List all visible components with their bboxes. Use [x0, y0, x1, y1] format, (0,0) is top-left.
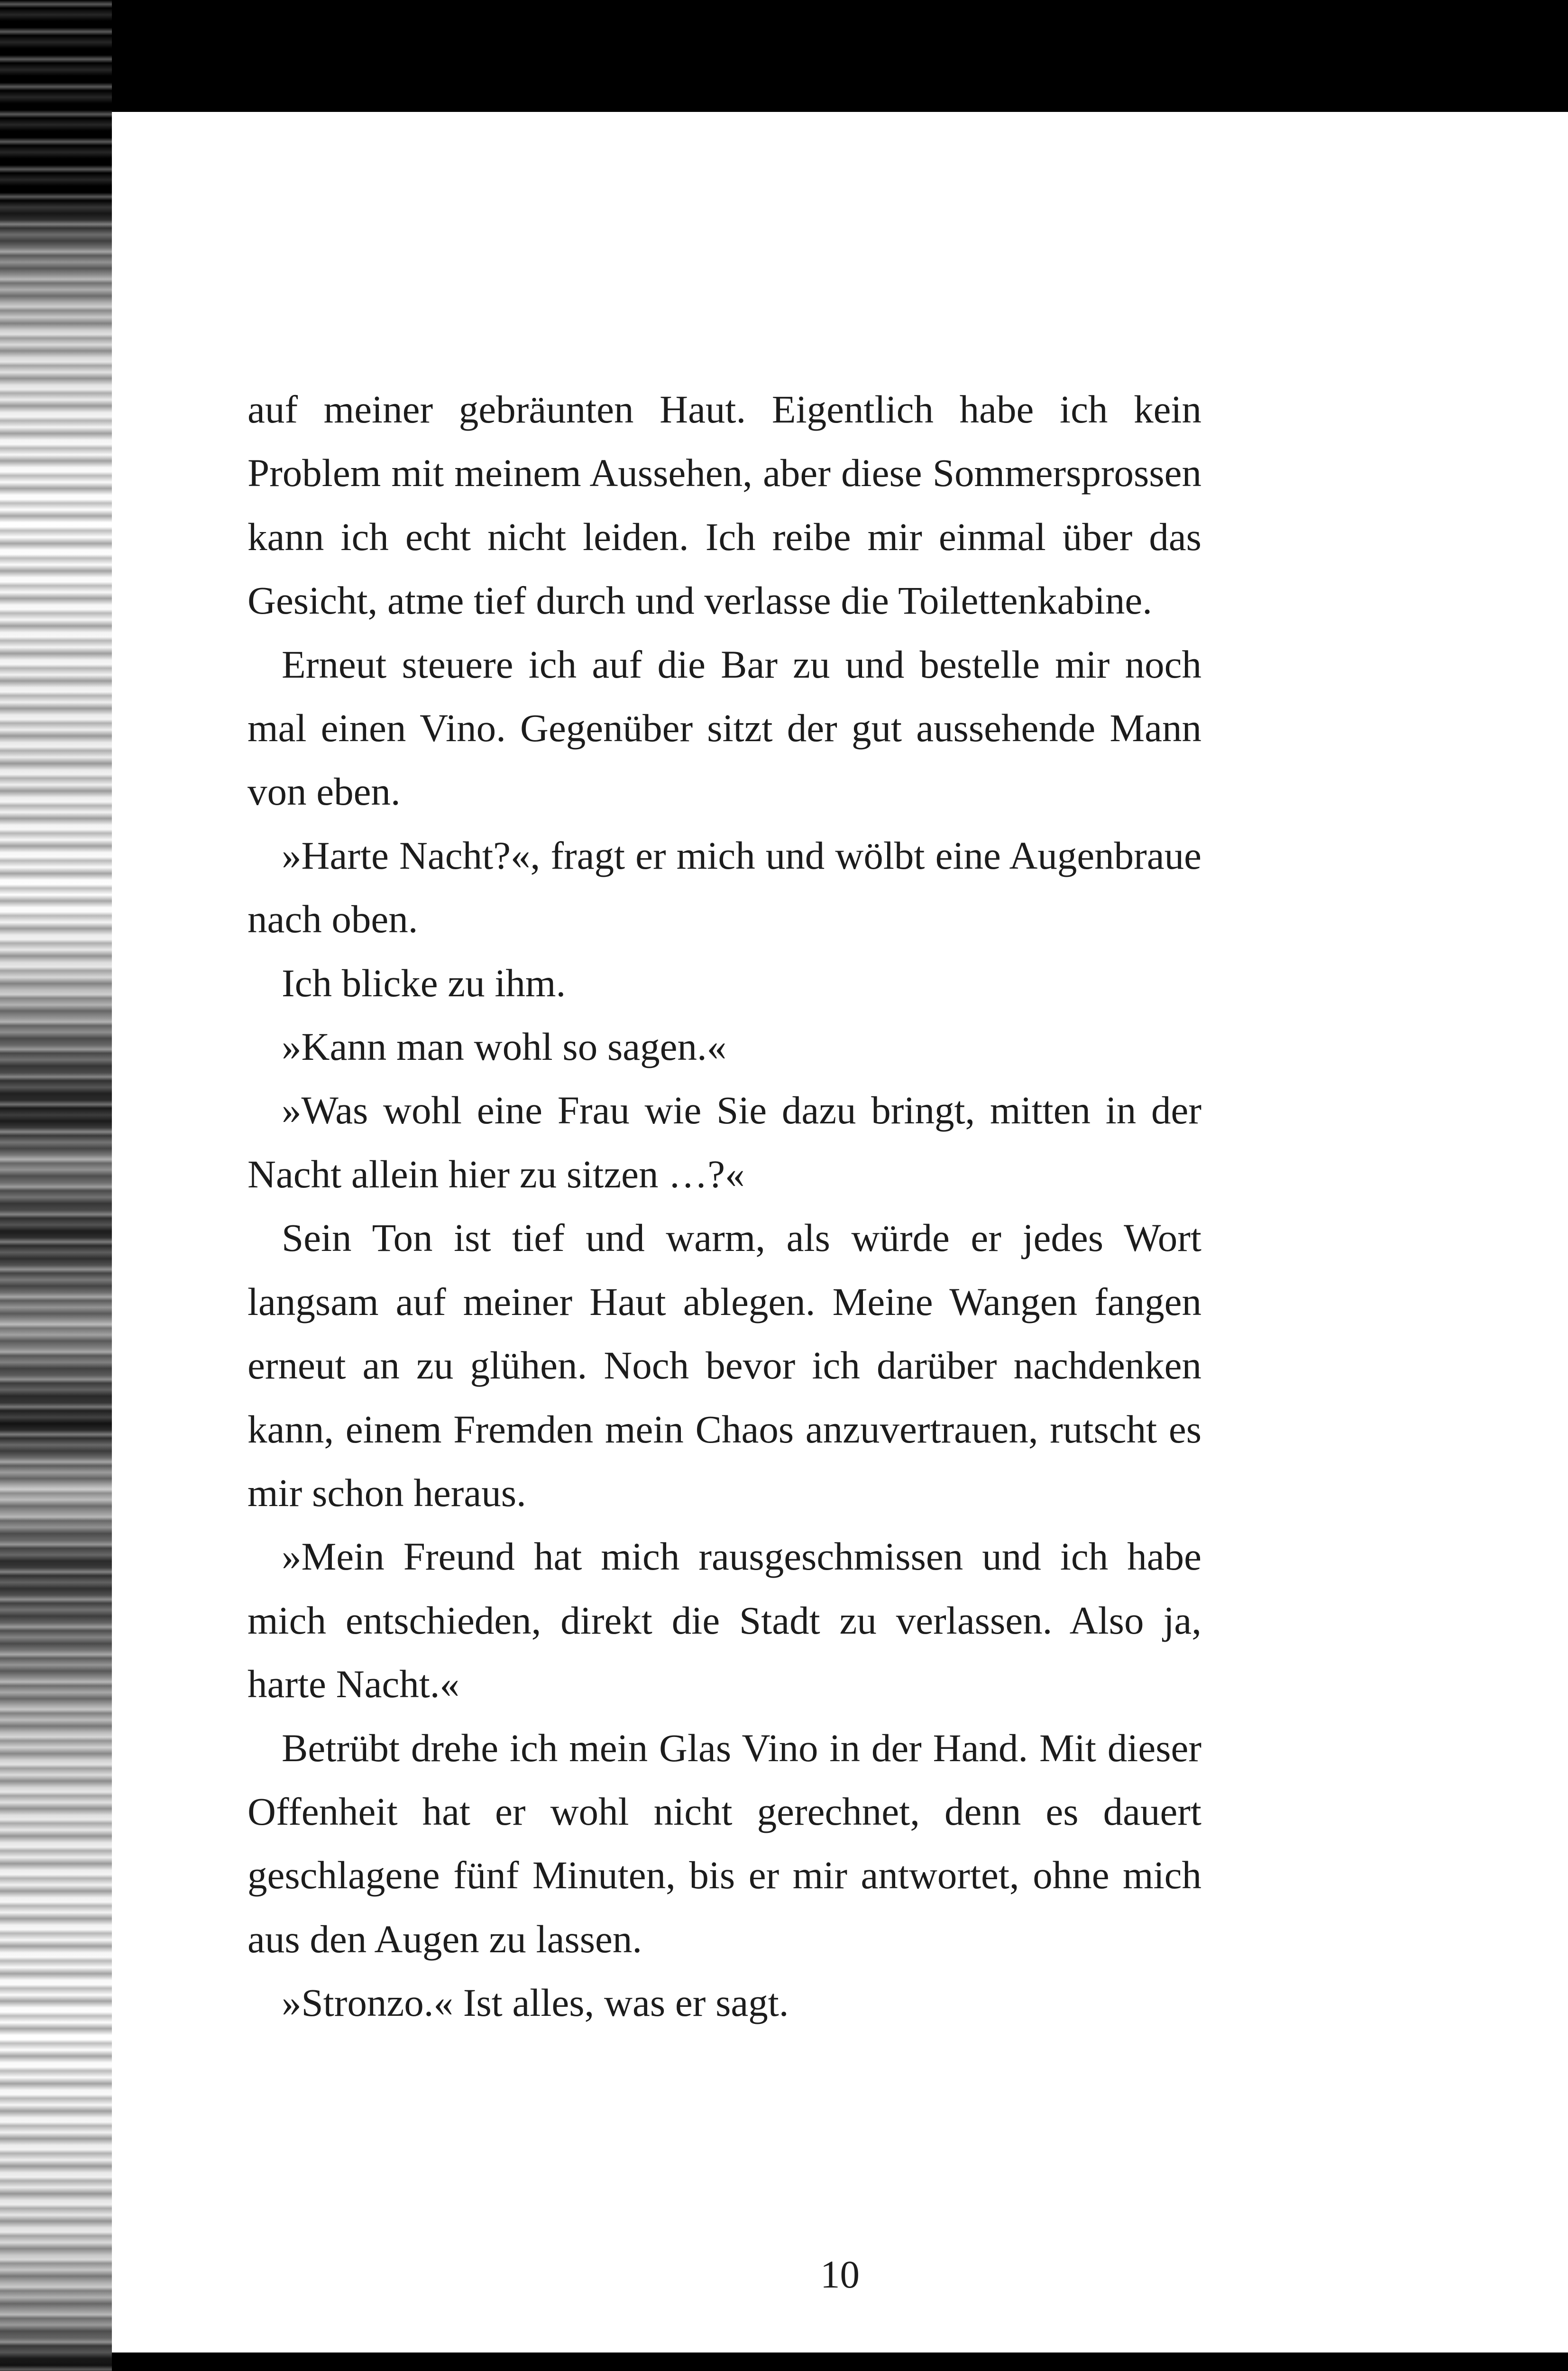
- paragraph: Ich blicke zu ihm.: [282, 961, 566, 1005]
- paragraph: »Mein Freund hat mich rausgeschmissen und ich habe mich entschieden, direkt die Stadt zu verlassen. Also ja, harte Nacht.«: [248, 1535, 1201, 1706]
- paragraph: »Harte Nacht?«, fragt er mich und wölbt eine Augenbraue nach oben.: [248, 833, 1201, 941]
- paragraph: »Stronzo.« Ist alles, was er sagt.: [282, 1981, 789, 2025]
- page-number: 10: [820, 2252, 860, 2296]
- paragraph: »Was wohl eine Frau wie Sie dazu bringt, mitten in der Nacht allein hier zu sitzen …?«: [248, 1088, 1201, 1196]
- paragraph: »Kann man wohl so sagen.«: [282, 1025, 727, 1069]
- paragraph: Betrübt drehe ich mein Glas Vino in der Hand. Mit dieser Offenheit hat er wohl nicht gerechnet, denn es dauert geschlagene fünf Minuten, bis er mir antwortet, ohne mich aus den Augen zu lassen.: [248, 1726, 1201, 1961]
- scan-edge-strip: [0, 0, 112, 2371]
- paragraph: Erneut steuere ich auf die Bar zu und bestelle mir noch mal einen Vino. Gegenüber sitzt der gut aussehende Mann von eben.: [248, 642, 1201, 814]
- body-text: [248, 377, 1201, 2035]
- paragraph: Sein Ton ist tief und warm, als würde er jedes Wort langsam auf meiner Haut ablegen. Meine Wangen fangen erneut an zu glühen. Noch bevor ich darüber nachdenken kann, einem Fremden mein Chaos anzuvertrauen, rutscht es mir schon heraus.: [248, 1216, 1201, 1515]
- book-page: [112, 112, 1568, 2353]
- paragraph: auf meiner gebräunten Haut. Eigentlich habe ich kein Problem mit meinem Aussehen, aber diese Sommersprossen kann ich echt nicht leiden. Ich reibe mir einmal über das Gesicht, atme tief durch und verlasse die Toilettenkabine.: [248, 387, 1201, 623]
